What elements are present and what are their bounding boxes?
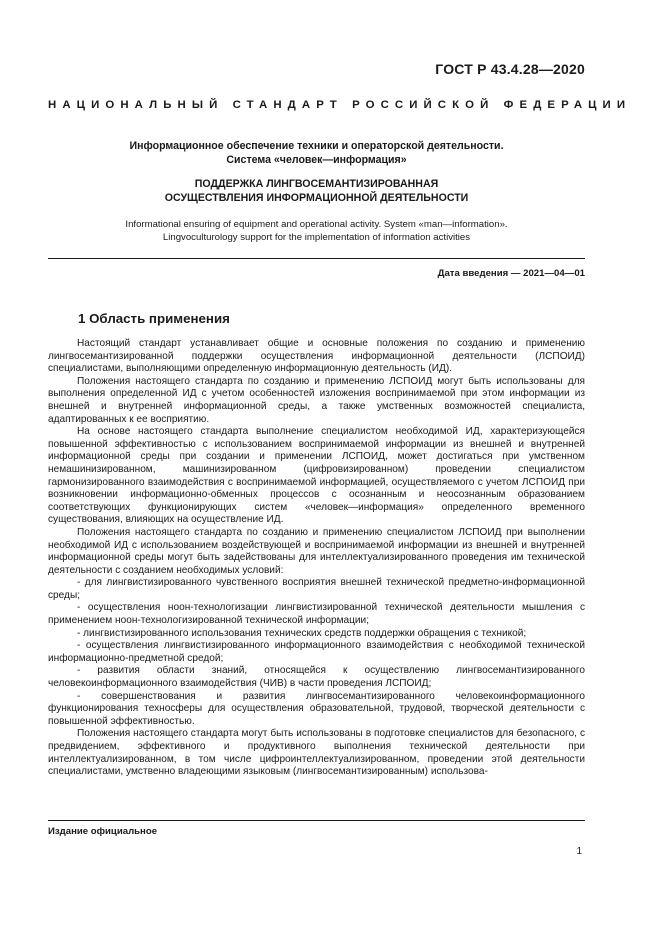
section-body bbox=[48, 338, 585, 779]
standard-banner: НАЦИОНАЛЬНЫЙ СТАНДАРТ РОССИЙСКОЙ ФЕДЕРАЦИИ bbox=[48, 99, 632, 111]
list-item: - развития области знаний, относящейся к осуществлению лингвосемантизированного человекоинформационного взаимодействия (ЧИВ) в части проведения ЛСПОИД; bbox=[48, 665, 585, 690]
page-number: 1 bbox=[576, 846, 582, 857]
edition-label: Издание официальное bbox=[48, 826, 158, 837]
paragraph: Положения настоящего стандарта по созданию и применению ЛСПОИД могут быть использованы для выполнения определенной ИД с учетом особенностей изложения воспринимаемой при этом информации из внешней и внутренней информационной среды, а также умственных возможностей специалиста, адаптированных к ее восприятию. bbox=[48, 375, 585, 425]
english-title bbox=[48, 218, 585, 244]
list-item: - для лингвистизированного чувственного восприятия внешней технической предметно-информационной среды; bbox=[48, 577, 585, 601]
subtitle-line-1: ПОДДЕРЖКА ЛИНГВОСЕМАНТИЗИРОВАННАЯ bbox=[194, 178, 439, 190]
header-divider bbox=[48, 258, 585, 259]
list-item: - совершенствования и развития лингвосемантизированного человекоинформационного функционирования техносферы для осуществления образовательной, трудовой, творческой деятельности с повышенной эффективностью. bbox=[48, 690, 585, 727]
introduction-date: Дата введения — 2021—04—01 bbox=[437, 268, 585, 279]
paragraph: Положения настоящего стандарта по созданию и применению специалистом ЛСПОИД при выполнении необходимой ИД с использованием воздействующей и воспринимаемой информации из внешней и внутренней информационной среды могут быть задействованы для интеллектуализированного проведения им технической деятельности с созданием необходимых условий: bbox=[48, 526, 585, 576]
english-title-line-1: Informational ensuring of equipment and operational activity. System «man—information». bbox=[125, 219, 508, 230]
english-title-line-2: Lingvoculturology support for the implementation of information activities bbox=[162, 232, 471, 243]
paragraph: Настоящий стандарт устанавливает общие и основные положения по созданию и применению лингвосемантизированной поддержки осуществления информационной деятельности (ЛСПОИД) специалистами, выполняющими определенную информационную деятельность (ИД). bbox=[48, 338, 585, 375]
list-item: - осуществления лингвистизированного информационного взаимодействия с необходимой технической информационно-предметной средой; bbox=[48, 640, 585, 664]
footer-divider bbox=[48, 820, 585, 821]
section-heading: 1 Область применения bbox=[78, 311, 230, 326]
document-subtitle bbox=[48, 177, 585, 205]
paragraph: Положения настоящего стандарта могут быть использованы в подготовке специалистов для безопасного, с предвидением, эффективного и продуктивного выполнения технической деятельности при интеллектуализированном, в том числе цифроинтеллектуализированном, проведении этой деятельности специалистами, умственно владеющими языковым (лингвосемантизированным) использова- bbox=[48, 728, 585, 778]
document-title bbox=[48, 139, 585, 167]
list-item: - лингвистизированного использования технических средств поддержки обращения с техникой; bbox=[77, 627, 527, 639]
title-line-2: Система «человек—информация» bbox=[226, 154, 407, 166]
title-line-1: Информационное обеспечение техники и операторской деятельности. bbox=[129, 140, 504, 152]
document-code: ГОСТ Р 43.4.28—2020 bbox=[435, 61, 585, 77]
list-item: - осуществления ноон-технологизации лингвистизированной технической деятельности мышления с применением ноон-технологизированной технической информации; bbox=[48, 602, 585, 627]
subtitle-line-2: ОСУЩЕСТВЛЕНИЯ ИНФОРМАЦИОННОЙ ДЕЯТЕЛЬНОСТИ bbox=[164, 192, 469, 204]
paragraph: На основе настоящего стандарта выполнение специалистом необходимой ИД, характеризующейся повышенной эффективностью с использованием воспринимаемой информации из внешней и внутренней информационной среды при создании и применении ЛСПОИД, может достигаться при умственном немашинизированном, машинизированном (цифровизированном) проведении специалистом гармонизированного взаимодействия с воспринимаемой информацией, осуществляемого с учетом ЛСПОИД при возникновении информационно-обменных процессов с осознанным и неосознанным образованием соответствующих функционирующих систем «человек—информация» определенного временного существования, влияющих на осуществление ИД. bbox=[48, 426, 585, 526]
